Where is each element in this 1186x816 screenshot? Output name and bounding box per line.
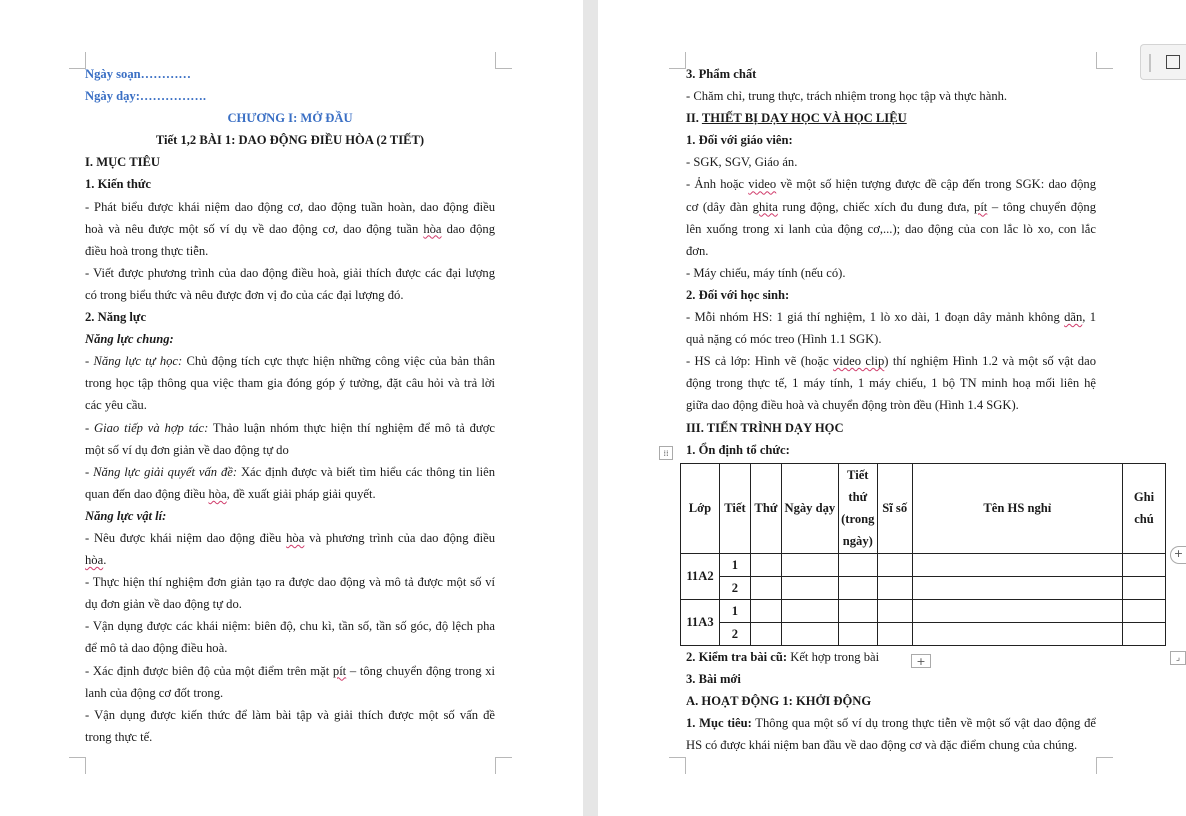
text-line xyxy=(686,394,1096,416)
margin-corner-mark xyxy=(1096,52,1113,69)
class-cell[interactable]: 11A3 xyxy=(681,599,720,645)
text-run: Năng lực chung: xyxy=(85,332,174,347)
text-line xyxy=(85,394,495,416)
table-cell[interactable] xyxy=(912,553,1122,576)
text-line xyxy=(85,417,495,439)
text-run: giữa dao động điều hoà và chuyển động tròn đều (Hình 1.4 SGK). xyxy=(686,398,1019,413)
text-run: Tiết 1,2 BÀI 1: DAO ĐỘNG ĐIỀU HÒA (2 TIẾT) xyxy=(155,133,425,148)
text-line xyxy=(85,682,495,704)
text-line xyxy=(85,660,495,682)
margin-corner-mark xyxy=(69,757,86,774)
text-run: 1. Đối với giáo viên: xyxy=(686,133,793,148)
table-resize-icon[interactable]: ⌟ xyxy=(1170,651,1186,665)
text-line xyxy=(686,196,1096,218)
text-line xyxy=(686,63,1096,85)
header-thu[interactable]: Thứ xyxy=(750,463,781,553)
text-line xyxy=(686,151,1096,173)
table-cell[interactable] xyxy=(1123,599,1166,622)
text-line xyxy=(85,439,495,461)
text-line xyxy=(686,218,1096,240)
spelling-flag-word: dãn xyxy=(1064,310,1083,325)
text-line xyxy=(85,107,495,129)
document-page-left xyxy=(0,0,583,816)
text-run: - Chăm chỉ, trung thực, trách nhiệm trong học tập và thực hành. xyxy=(686,89,1008,104)
text-line xyxy=(85,483,495,505)
add-row-icon[interactable]: + xyxy=(911,654,931,668)
period-cell[interactable]: 1 xyxy=(719,599,750,622)
text-line xyxy=(85,527,495,549)
text-run: có trong biểu thức và nêu được đơn vị đo của các đại lượng đó. xyxy=(85,287,404,302)
text-run: lên xuống trong xi lanh của động cơ,...); dao động của con lắc lò xo, con lắc xyxy=(686,221,1096,236)
text-run: Thảo luận nhóm thực hiện thí nghiệm để mô tả được xyxy=(208,420,495,435)
margin-corner-mark xyxy=(669,52,686,69)
text-run: - Viết được phương trình của dao động điều hoà, giải thích được các đại lượng xyxy=(85,265,495,280)
text-run: - Vận dụng được kiến thức để làm bài tập và giải thích được một số vấn đề xyxy=(85,707,495,722)
text-line xyxy=(85,549,495,571)
table-cell[interactable] xyxy=(838,576,877,599)
spelling-flag-word: video clip xyxy=(833,354,885,369)
table-cell[interactable] xyxy=(912,576,1122,599)
text-line xyxy=(686,129,1096,151)
text-run: - Năng lực giải quyết vấn đề: xyxy=(85,464,238,479)
focus-mode-button[interactable] xyxy=(1140,44,1186,80)
spelling-flag-word: hòa xyxy=(286,530,305,545)
header-ten-hs-nghi[interactable]: Tên HS nghỉ xyxy=(912,463,1122,553)
table-header-row xyxy=(681,463,1166,553)
margin-corner-mark xyxy=(1096,757,1113,774)
class-cell[interactable]: 11A2 xyxy=(681,553,720,599)
text-line xyxy=(686,372,1096,394)
table-cell[interactable] xyxy=(912,599,1122,622)
text-line xyxy=(686,173,1096,195)
table-move-handle-icon[interactable]: ⁞⁞ xyxy=(659,446,673,460)
text-run: Kết hợp trong bài xyxy=(787,649,880,664)
text-run: – tông chuyển động trong xi xyxy=(346,663,495,678)
text-run: - Máy chiếu, máy tính (nếu có). xyxy=(686,265,846,280)
text-run: I. MỤC TIÊU xyxy=(85,155,160,170)
period-cell[interactable]: 1 xyxy=(719,553,750,576)
text-line xyxy=(686,107,1096,129)
text-run: 1. Mục tiêu: xyxy=(686,715,752,730)
text-run: III. TIẾN TRÌNH DẠY HỌC xyxy=(686,420,844,435)
table-row xyxy=(681,622,1166,645)
spelling-flag-word: hòa xyxy=(423,221,442,236)
text-line xyxy=(85,218,495,240)
page-body[interactable] xyxy=(85,63,495,748)
text-run: trong thực tế. xyxy=(85,729,153,744)
text-run: đơn. xyxy=(686,243,709,258)
page-body[interactable] xyxy=(686,63,1155,756)
spelling-flag-word: pít xyxy=(974,199,988,214)
text-line xyxy=(85,505,495,527)
text-line xyxy=(686,712,1096,734)
text-run: 3. Bài mới xyxy=(686,671,741,686)
text-line xyxy=(85,704,495,726)
text-run: hoà và nêu được một số ví dụ về dao động cơ, dao động tuần xyxy=(85,221,424,236)
text-run: - Vận dụng được các khái niệm: biên độ, chu kì, tần số, tần số góc, độ lệch pha xyxy=(85,619,495,634)
text-run: điều hoà trong thực tiễn. xyxy=(85,243,209,258)
table-cell[interactable] xyxy=(781,576,838,599)
page-gap xyxy=(583,0,598,816)
text-run: các yêu cầu. xyxy=(85,398,147,413)
text-line xyxy=(686,85,1096,107)
table-cell[interactable] xyxy=(877,553,912,576)
text-line xyxy=(85,85,495,107)
text-line xyxy=(85,173,495,195)
text-run: - Ảnh hoặc xyxy=(686,177,749,192)
text-line xyxy=(686,417,1096,439)
text-run: 2. Năng lực xyxy=(85,310,147,325)
header-si-so[interactable]: Sĩ số xyxy=(877,463,912,553)
text-line xyxy=(85,615,495,637)
spelling-flag-word: hòa xyxy=(208,486,227,501)
text-line xyxy=(85,306,495,328)
text-line xyxy=(686,262,1096,284)
text-run: 2. Đối với học sinh: xyxy=(686,287,790,302)
text-line xyxy=(686,240,1096,262)
document-page-right xyxy=(598,0,1186,816)
header-ghi-chu[interactable]: Ghi chú xyxy=(1123,463,1166,553)
table-cell[interactable] xyxy=(750,599,781,622)
text-run: Chủ động tích cực thực hiện những công việc của bản thân xyxy=(182,354,496,369)
table-cell[interactable] xyxy=(877,622,912,645)
text-line xyxy=(85,328,495,350)
text-run: 3. Phẩm chất xyxy=(686,67,757,81)
header-tiet-thu[interactable]: Tiết thứ (trong ngày) xyxy=(838,463,877,553)
text-run: ) thí nghiệm Hình 1.2 và một số vật dao xyxy=(884,354,1096,369)
text-run: - Năng lực tự học: xyxy=(85,354,183,369)
text-line xyxy=(686,734,1096,756)
grip-icon xyxy=(1149,54,1151,72)
text-run: Xác định được và biết tìm hiểu các thông tin liên xyxy=(237,464,495,479)
text-run: Thông qua một số ví dụ trong thực tiễn về một số vật dao động để xyxy=(751,715,1097,730)
text-run: 2. Kiểm tra bài cũ: xyxy=(686,649,788,664)
text-run: - Phát biểu được khái niệm dao động cơ, dao động tuần hoàn, dao động điều xyxy=(85,199,495,214)
margin-corner-mark xyxy=(495,52,512,69)
text-line xyxy=(85,284,495,306)
text-run: CHƯƠNG I: MỞ ĐẦU xyxy=(227,111,353,126)
period-cell[interactable]: 2 xyxy=(719,622,750,645)
text-line xyxy=(686,328,1096,350)
table-cell[interactable] xyxy=(1123,576,1166,599)
text-run: HS có được khái niệm ban đầu về dao động cơ và đặc điểm chung của chúng. xyxy=(686,738,1078,753)
text-line xyxy=(85,461,495,483)
text-line xyxy=(85,637,495,659)
text-line xyxy=(85,262,495,284)
text-line xyxy=(686,439,1096,461)
focus-mode-icon xyxy=(1166,55,1180,69)
text-run: 1. Ổn định tổ chức: xyxy=(686,442,790,457)
text-line xyxy=(686,690,1096,712)
table-row xyxy=(681,599,1166,622)
text-line xyxy=(85,726,495,748)
text-run: quả nặng có móc treo (Hình 1.1 SGK). xyxy=(686,332,882,347)
text-line xyxy=(85,571,495,593)
table-cell[interactable] xyxy=(750,553,781,576)
text-run: lanh của động cơ đốt trong. xyxy=(85,685,224,700)
text-line xyxy=(85,240,495,262)
text-run: động trong thực tế, 1 máy tính, 1 máy chiếu, 1 bộ TN minh hoạ mối liên hệ xyxy=(686,376,1096,391)
text-run: - HS cả lớp: Hình vẽ (hoặc xyxy=(686,354,834,369)
text-run: và phương trình của dao động điều xyxy=(304,530,496,545)
text-run: , 1 xyxy=(1082,310,1097,325)
text-run: rung động, chiếc xích đu đung đưa, xyxy=(777,199,975,214)
text-line xyxy=(85,151,495,173)
text-run: - Giao tiếp và hợp tác: xyxy=(85,420,209,435)
text-run: - Mỗi nhóm HS: 1 giá thí nghiệm, 1 lò xo dài, 1 đoạn dây mảnh không xyxy=(686,310,1065,325)
text-run: một số ví dụ đơn giản về dao động tự do xyxy=(85,442,289,457)
text-run: , đề xuất giải pháp giải quyết. xyxy=(226,486,376,501)
table-cell[interactable] xyxy=(838,622,877,645)
text-run: – tông chuyển động xyxy=(987,199,1096,214)
text-line xyxy=(686,284,1096,306)
text-run: - SGK, SGV, Giáo án. xyxy=(686,155,798,170)
text-run: Ngày soạn………… xyxy=(85,67,192,81)
text-line xyxy=(686,646,1096,668)
text-run: về một số hiện tượng được đề cập đến trong SGK: dao động xyxy=(776,177,1096,192)
text-line xyxy=(686,668,1096,690)
text-line xyxy=(85,196,495,218)
text-run: - Xác định được biên độ của một điểm trên mặt xyxy=(85,663,333,678)
table-cell[interactable] xyxy=(750,622,781,645)
table-cell[interactable] xyxy=(877,599,912,622)
table-row xyxy=(681,576,1166,599)
header-ngay-day[interactable]: Ngày dạy xyxy=(781,463,838,553)
margin-corner-mark xyxy=(669,757,686,774)
table-cell[interactable] xyxy=(781,622,838,645)
text-run: dao động xyxy=(441,221,495,236)
text-run: trong học tập thông qua việc tham gia đóng góp ý tưởng, đặt câu hỏi và trả lời xyxy=(85,376,495,391)
spelling-flag-word: ghita xyxy=(752,199,778,214)
table-cell[interactable] xyxy=(912,622,1122,645)
add-column-icon[interactable]: + xyxy=(1170,546,1186,564)
text-run: THIẾT BỊ DẠY HỌC VÀ HỌC LIỆU xyxy=(701,111,907,126)
attendance-table[interactable] xyxy=(680,463,1166,646)
margin-corner-mark xyxy=(69,52,86,69)
header-tiet[interactable]: Tiết xyxy=(719,463,750,553)
text-line xyxy=(686,350,1096,372)
text-line xyxy=(85,372,495,394)
text-run: 1. Kiến thức xyxy=(85,177,151,192)
table-cell[interactable] xyxy=(750,576,781,599)
spelling-flag-word: video xyxy=(748,177,777,192)
text-run: dụ đơn giản về dao động tự do. xyxy=(85,597,242,612)
text-run: quan đến dao động điều xyxy=(85,486,209,501)
header-lop[interactable]: Lớp xyxy=(681,463,720,553)
text-line xyxy=(85,593,495,615)
text-run: - Nêu được khái niệm dao động điều xyxy=(85,530,287,545)
text-line xyxy=(85,350,495,372)
text-line xyxy=(85,129,495,151)
spelling-flag-word: hòa xyxy=(85,553,104,568)
text-run: II. xyxy=(686,111,702,126)
text-run: để mô tả dao động điều hoà. xyxy=(85,641,228,656)
table-cell[interactable] xyxy=(838,553,877,576)
text-run: Năng lực vật lí: xyxy=(85,508,167,523)
table-cell[interactable] xyxy=(781,553,838,576)
text-run: - Thực hiện thí nghiệm đơn giản tạo ra được dao động và mô tả được một số ví xyxy=(85,575,495,590)
text-run: Ngày dạy:……………. xyxy=(85,89,207,104)
margin-corner-mark xyxy=(495,757,512,774)
table-cell[interactable] xyxy=(1123,622,1166,645)
table-cell[interactable] xyxy=(877,576,912,599)
text-run: cơ (dây đàn xyxy=(686,199,753,214)
text-line xyxy=(686,306,1096,328)
spelling-flag-word: pít xyxy=(332,663,347,678)
text-line xyxy=(85,63,495,85)
table-cell[interactable] xyxy=(1123,553,1166,576)
period-cell[interactable]: 2 xyxy=(719,576,750,599)
table-row xyxy=(681,553,1166,576)
text-run: A. HOẠT ĐỘNG 1: KHỞI ĐỘNG xyxy=(686,693,872,708)
text-run: . xyxy=(103,553,107,568)
table-cell[interactable] xyxy=(781,599,838,622)
table-cell[interactable] xyxy=(838,599,877,622)
